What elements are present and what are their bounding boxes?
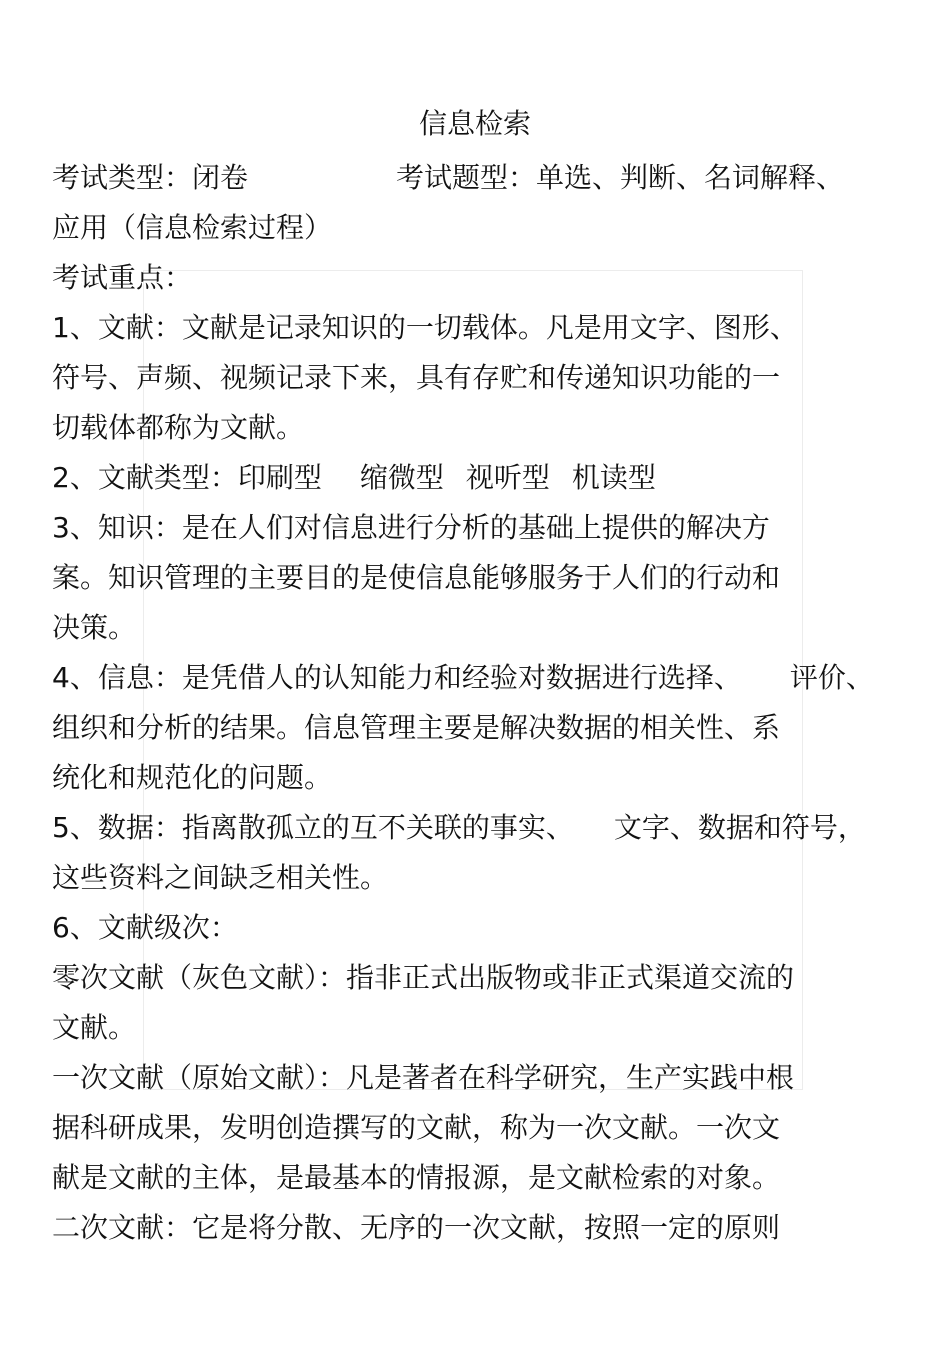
paragraph-5-line-1 — [52, 808, 866, 848]
document-type-audiovisual: 视听型 — [465, 461, 550, 494]
paragraph-9-line-1: 二次文献：它是将分散、无序的一次文献，按照一定的原则 — [52, 1211, 781, 1244]
paragraph-5-line-1-end: 文字、数据和符号， — [613, 811, 866, 844]
paragraph-1-line-3: 切载体都称为文献。 — [52, 411, 305, 444]
paragraph-1-line-1: 1、文献：文献是记录知识的一切载体。凡是用文字、图形、 — [52, 311, 798, 344]
paragraph-7-line-2: 文献。 — [52, 1011, 137, 1044]
paragraph-8-line-2: 据科研成果，发明创造撰写的文献，称为一次文献。一次文 — [52, 1111, 781, 1144]
question-types: 考试题型：单选、判断、名词解释、 — [396, 161, 845, 194]
question-types-continued: 应用（信息检索过程） — [52, 211, 333, 244]
paragraph-6-heading: 6、文献级次： — [52, 911, 238, 944]
paragraph-5-line-2: 这些资料之间缺乏相关性。 — [52, 861, 389, 894]
key-points-heading: 考试重点： — [52, 261, 193, 294]
paragraph-1-line-2: 符号、声频、视频记录下来，具有存贮和传递知识功能的一 — [52, 361, 781, 394]
paragraph-2 — [52, 458, 656, 498]
document-type-machine-readable: 机读型 — [571, 461, 656, 494]
document-type-microform: 缩微型 — [359, 461, 444, 494]
paragraph-3-line-3: 决策。 — [52, 611, 137, 644]
paragraph-8-line-3: 献是文献的主体，是最基本的情报源，是文献检索的对象。 — [52, 1161, 781, 1194]
paragraph-5-line-1-text: 5、数据：指离散孤立的互不关联的事实、 — [52, 811, 574, 844]
paragraph-4-line-1 — [52, 658, 874, 698]
paragraph-8-line-1: 一次文献（原始文献）：凡是著者在科学研究，生产实践中根 — [52, 1061, 795, 1094]
paragraph-3-line-1: 3、知识：是在人们对信息进行分析的基础上提供的解决方 — [52, 511, 770, 544]
paragraph-3-line-2: 案。知识管理的主要目的是使信息能够服务于人们的行动和 — [52, 561, 781, 594]
document-title: 信息检索 — [418, 107, 531, 140]
paragraph-4-line-3: 统化和规范化的问题。 — [52, 761, 333, 794]
exam-info-line — [52, 158, 844, 198]
document-types-label: 2、文献类型：印刷型 — [52, 461, 322, 494]
paragraph-7-line-1: 零次文献（灰色文献）：指非正式出版物或非正式渠道交流的 — [52, 961, 795, 994]
exam-type: 考试类型：闭卷 — [52, 161, 249, 194]
paragraph-4-line-1-end: 评价、 — [789, 661, 874, 694]
paragraph-4-line-2: 组织和分析的结果。信息管理主要是解决数据的相关性、系 — [52, 711, 781, 744]
paragraph-4-line-1-text: 4、信息：是凭借人的认知能力和经验对数据进行选择、 — [52, 661, 742, 694]
